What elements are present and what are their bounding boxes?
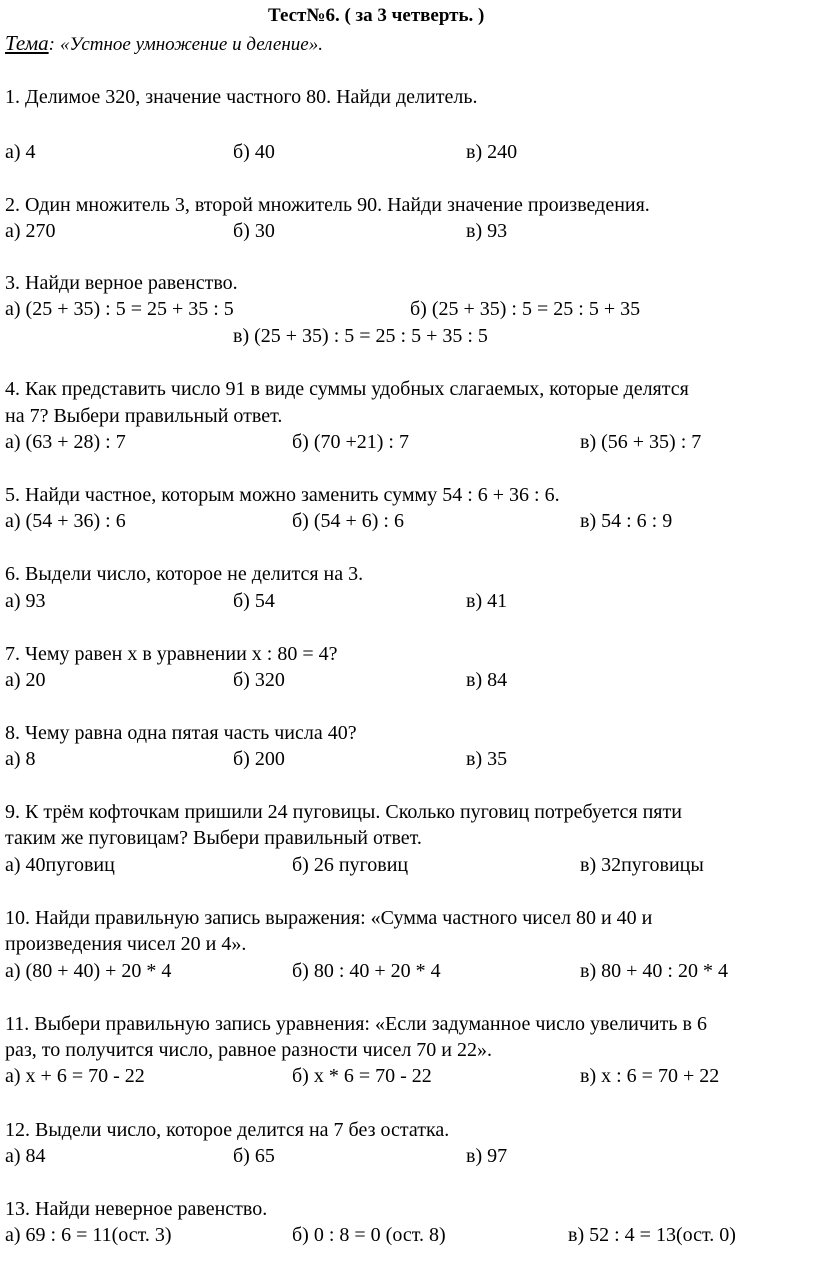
answer-option-v: в) х : 6 = 70 + 22 (580, 1065, 720, 1087)
answer-option-a: а) х + 6 = 70 - 22 (5, 1065, 145, 1087)
page-title: Тест№6. ( за 3 четверть. ) (268, 5, 485, 26)
answer-option-b: б) (70 +21) : 7 (292, 431, 409, 453)
question-text: 13. Найди неверное равенство. (5, 1198, 268, 1220)
answer-option-v: в) 52 : 4 = 13(ост. 0) (568, 1224, 736, 1246)
topic-label: Тема (5, 31, 49, 55)
answer-option-a: а) 270 (5, 220, 56, 242)
topic-line (5, 31, 323, 57)
answer-option-a: а) 84 (5, 1145, 46, 1167)
answer-option-v: в) 93 (466, 220, 508, 242)
answer-option-v: в) 41 (466, 590, 508, 612)
answer-option-b: б) х * 6 = 70 - 22 (292, 1065, 432, 1087)
topic-colon: : (48, 34, 55, 55)
answer-option-a: а) (25 + 35) : 5 = 25 + 35 : 5 (5, 298, 234, 320)
answer-option-v: в) 84 (466, 669, 508, 691)
answer-option-v: в) 54 : 6 : 9 (580, 510, 673, 532)
answer-option-v: в) (25 + 35) : 5 = 25 : 5 + 35 : 5 (233, 325, 488, 347)
answer-option-b: б) 65 (233, 1145, 275, 1167)
question-text: 9. К трём кофточкам пришили 24 пуговицы. Сколько пуговиц потребуется пяти (5, 801, 682, 823)
answer-option-a: а) 93 (5, 590, 46, 612)
question-text: 12. Выдели число, которое делится на 7 без остатка. (5, 1119, 450, 1141)
answer-option-b: б) (54 + 6) : 6 (292, 510, 404, 532)
answer-option-b: б) 320 (233, 669, 285, 691)
question-text: 11. Выбери правильную запись уравнения: «Если задуманное число увеличить в 6 (5, 1013, 707, 1035)
answer-option-b: б) 0 : 8 = 0 (ост. 8) (292, 1224, 446, 1246)
question-text: 10. Найди правильную запись выражения: «Сумма частного чисел 80 и 40 и (5, 907, 653, 929)
answer-option-a: а) (63 + 28) : 7 (5, 431, 126, 453)
answer-option-b: б) 40 (233, 141, 275, 163)
answer-option-b: б) 80 : 40 + 20 * 4 (292, 960, 441, 982)
answer-option-v: в) 97 (466, 1145, 508, 1167)
question-text: 6. Выдели число, которое не делится на 3. (5, 563, 364, 585)
answer-option-b: б) 30 (233, 220, 275, 242)
question-text: 1. Делимое 320, значение частного 80. Найди делитель. (5, 86, 478, 108)
question-text: 2. Один множитель 3, второй множитель 90. Найди значение произведения. (5, 194, 650, 216)
answer-option-b: б) 26 пуговиц (292, 854, 409, 876)
answer-option-a: а) 40пуговиц (5, 854, 115, 876)
question-text: 8. Чему равна одна пятая часть числа 40? (5, 722, 357, 744)
question-text: 5. Найди частное, которым можно заменить сумму 54 : 6 + 36 : 6. (5, 484, 560, 506)
answer-option-a: а) (80 + 40) + 20 * 4 (5, 960, 172, 982)
question-text: раз, то получится число, равное разности чисел 70 и 22». (5, 1039, 493, 1061)
question-text: 4. Как представить число 91 в виде суммы удобных слагаемых, которые делятся (5, 378, 689, 400)
answer-option-b: б) 54 (233, 590, 275, 612)
question-text: 3. Найди верное равенство. (5, 272, 238, 294)
answer-option-v: в) 35 (466, 748, 508, 770)
answer-option-v: в) 240 (466, 141, 518, 163)
answer-option-a: а) 20 (5, 669, 46, 691)
topic-text: «Устное умножение и деление». (59, 34, 323, 55)
answer-option-a: а) 4 (5, 141, 36, 163)
answer-option-a: а) 69 : 6 = 11(ост. 3) (5, 1224, 172, 1246)
answer-option-a: а) (54 + 36) : 6 (5, 510, 126, 532)
question-text: таким же пуговицам? Выбери правильный ответ. (5, 827, 422, 849)
answer-option-v: в) (56 + 35) : 7 (580, 431, 702, 453)
question-text: произведения чисел 20 и 4». (5, 933, 247, 955)
question-text: на 7? Выбери правильный ответ. (5, 405, 283, 427)
answer-option-b: б) (25 + 35) : 5 = 25 : 5 + 35 (410, 298, 641, 320)
answer-option-v: в) 80 + 40 : 20 * 4 (580, 960, 728, 982)
answer-option-a: а) 8 (5, 748, 36, 770)
answer-option-b: б) 200 (233, 748, 285, 770)
answer-option-v: в) 32пуговицы (580, 854, 704, 876)
question-text: 7. Чему равен х в уравнении х : 80 = 4? (5, 643, 338, 665)
